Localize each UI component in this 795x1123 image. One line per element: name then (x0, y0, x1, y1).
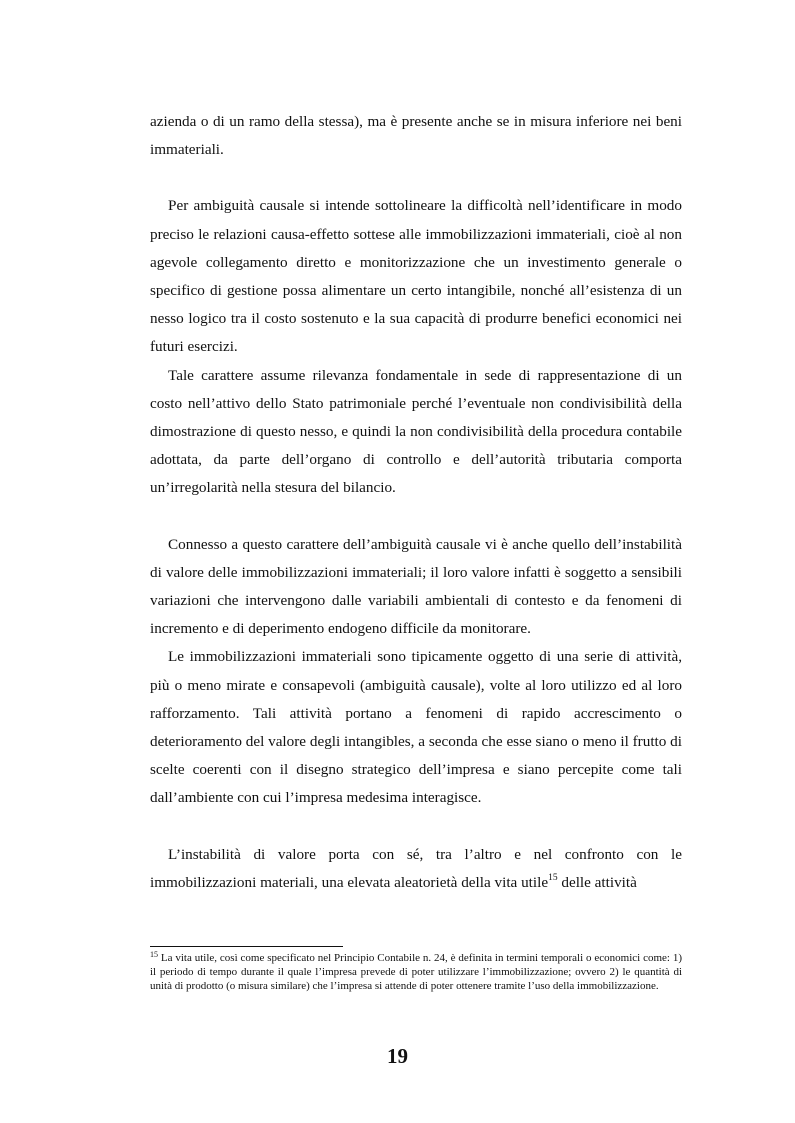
paragraph-6-text: L’instabilità di valore porta con sé, tra l’altro e nel confronto con le immobilizzazioni materiali, una elevata aleatorietà della vita utile (150, 845, 682, 891)
page-body (150, 108, 682, 897)
footnote-number: 15 (150, 950, 158, 959)
footnote-separator (150, 946, 343, 947)
footnote-text: La vita utile, così come specificato nel Principio Contabile n. 24, è definita in termini temporali o economici come: 1) il periodo di tempo durante il quale l’impresa prevede di poter utilizzare l’immobilizzazione; ovvero 2) le quantità di unità di prodotto (o misura similare) che l’impresa si attende di poter ottenere tramite l’uso della immobilizzazione. (150, 952, 683, 993)
page-number: 19 (387, 1044, 408, 1068)
paragraph-5: Le immobilizzazioni immateriali sono tipicamente oggetto di una serie di attività, più o meno mirate e consapevoli (ambiguità causale), volte al loro utilizzo ed al loro rafforzamento. Tali attività portano a fenomeni di rapido accrescimento o deterioramento del valore degli intangibles, a seconda che esse siano o meno il frutto di scelte coerenti con il disegno strategico dell’impresa e siano percepite come tali dall’ambiente con cui l’impresa medesima interagisce. (150, 648, 682, 807)
paragraph-3: Tale carattere assume rilevanza fondamentale in sede di rappresentazione di un costo nell’attivo dello Stato patrimoniale perché l’eventuale non condivisibilità della dimostrazione di questo nesso, e quindi la non condivisibilità della procedura contabile adottata, da parte dell’organo di controllo e dell’autorità tributaria comporta un’irregolarità nella stesura del bilancio. (150, 366, 682, 497)
footnote-reference[interactable]: 15 (548, 872, 558, 883)
paragraph-6 (150, 841, 682, 897)
footnote (150, 951, 682, 994)
paragraph-6-tail: delle attività (557, 873, 637, 891)
paragraph-1: azienda o di un ramo della stessa), ma è presente anche se in misura inferiore nei beni immateriali. (150, 113, 682, 159)
paragraph-2: Per ambiguità causale si intende sottolineare la difficoltà nell’identificare in modo preciso le relazioni causa-effetto sottese alle immobilizzazioni immateriali, cioè al non agevole collegamento diretto e monitorizzazione che un investimento generale o specifico di gestione possa alimentare un certo intangibile, nonché all’esistenza di un nesso logico tra il costo sostenuto e la sua capacità di produrre benefici economici nei futuri esercizi. (150, 197, 682, 356)
paragraph-4: Connesso a questo carattere dell’ambiguità causale vi è anche quello dell’instabilità di valore delle immobilizzazioni immateriali; il loro valore infatti è soggetto a sensibili variazioni che intervengono dalle variabili ambientali di contesto e da fenomeni di incremento e di deperimento endogeno difficile da monitorare. (150, 535, 682, 638)
